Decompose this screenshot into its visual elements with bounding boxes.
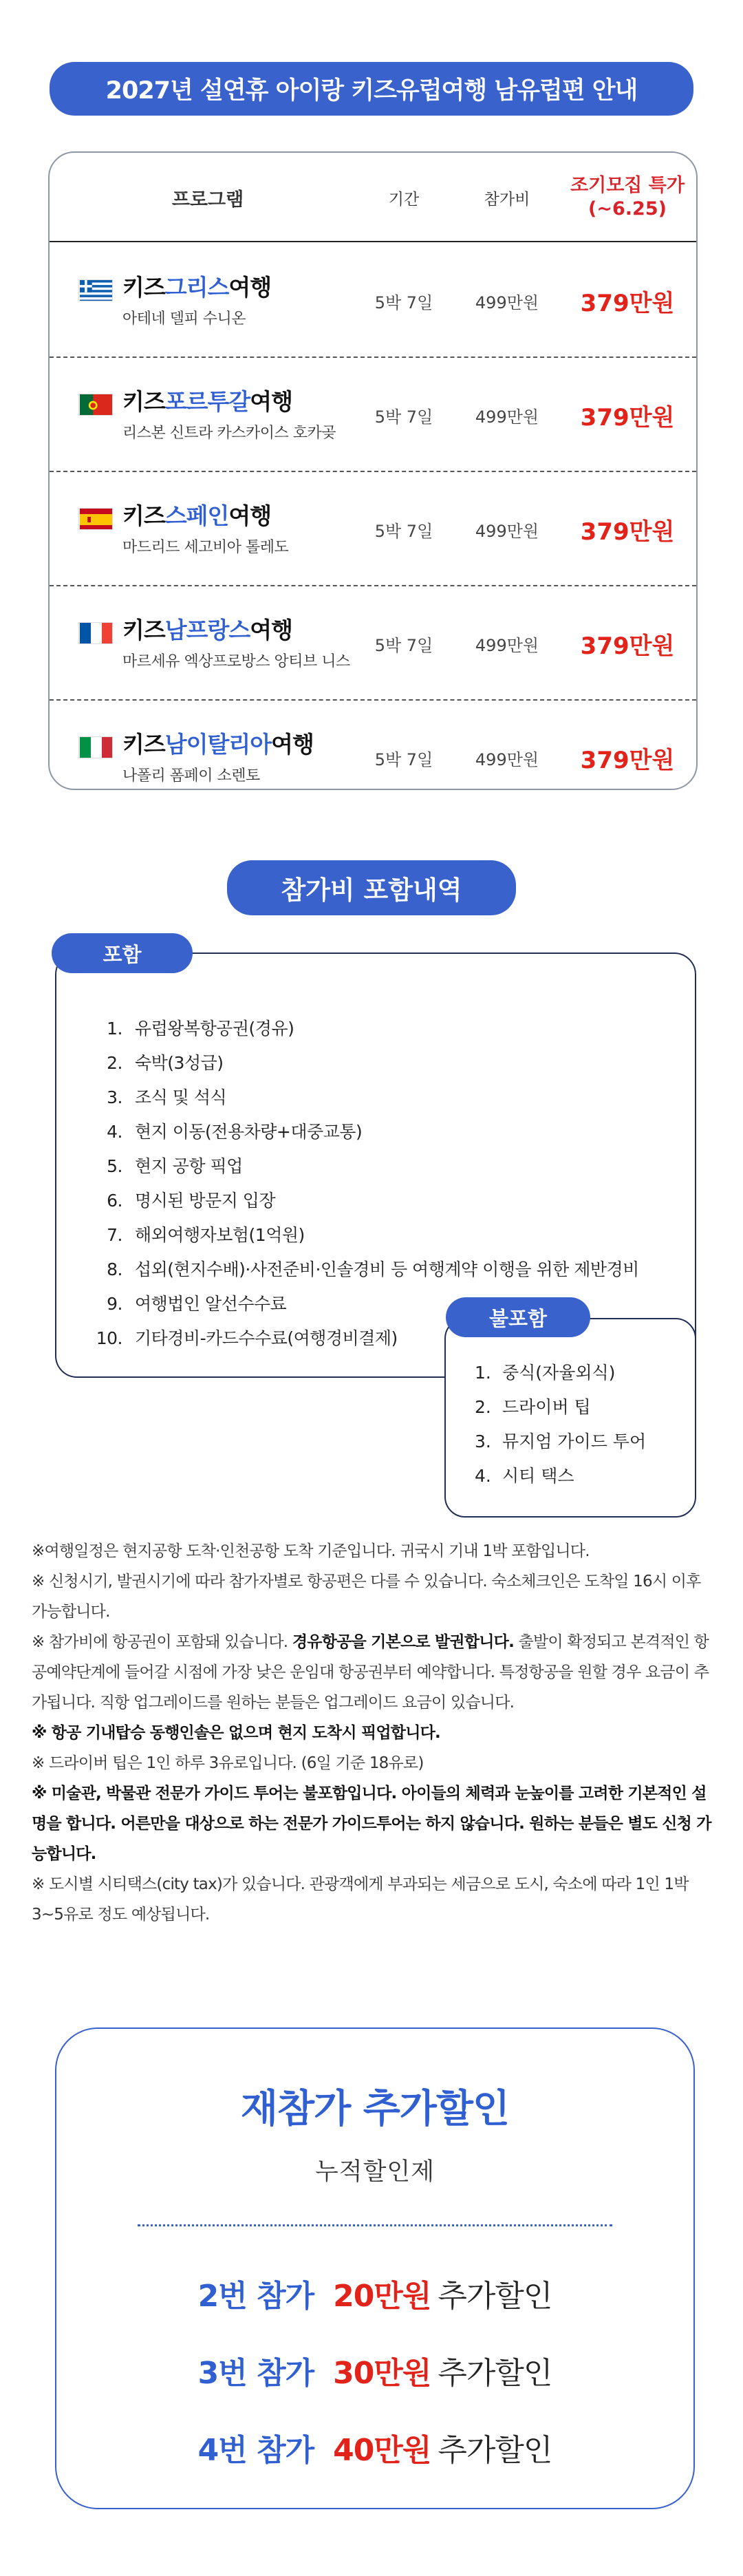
page-title: 2027년 설연휴 아이랑 키즈유럽여행 남유럽편 안내 [50, 62, 693, 116]
program-special-price: 379만원 [580, 518, 675, 546]
discount-subtitle: 누적할인제 [314, 2158, 435, 2186]
include-tag: 포함 [52, 933, 193, 973]
program-price: 499만원 [475, 635, 539, 655]
list-item: 8. 섭외(현지수배)·사전준비·인솔경비 등 여행계약 이행을 위한 제반경비 [107, 1259, 639, 1279]
discount-row: 4번 참가 40만원 추가할인 [197, 2433, 552, 2468]
exclude-tag: 불포함 [446, 1297, 590, 1337]
header-special-date: (~6.25) [588, 198, 667, 220]
list-item: 2. 드라이버 팁 [475, 1397, 591, 1417]
table-header [50, 153, 696, 242]
note-item: ※ 도시별 시티택스(city tax)가 있습니다. 관광객에게 부과되는 세금으로 도시, 숙소에 따라 1인 1박 3~5유로 정도 예상됩니다. [32, 1875, 689, 1924]
table-row [50, 472, 696, 586]
program-price: 499만원 [475, 407, 539, 427]
portugal-flag-icon [78, 394, 113, 416]
discount-row: 3번 참가 30만원 추가할인 [197, 2356, 552, 2391]
list-item: 4. 시티 택스 [475, 1466, 574, 1486]
discount-title: 재참가 추가할인 [240, 2087, 510, 2131]
list-item: 3. 조식 및 석식 [107, 1087, 227, 1107]
header-price: 참가비 [484, 190, 530, 209]
list-item: 10. 기타경비-카드수수료(여행경비결제) [96, 1328, 398, 1348]
spain-flag-icon [78, 508, 113, 530]
program-price: 499만원 [475, 521, 539, 541]
price-table [48, 151, 698, 790]
note-item: ※ 미술관, 박물관 전문가 가이드 투어는 불포함입니다. 아이들의 체력과 눈높이를 고려한 기본적인 설명을 합니다. 어른만을 대상으로 하는 전문가 가이드투어는 하지 않습니다. 원하는 분들은 별도 신청 가능합니다. [32, 1785, 711, 1863]
exclude-list [475, 1356, 646, 1493]
program-name: 키즈포르투갈여행 [122, 388, 293, 415]
program-special-price: 379만원 [580, 289, 675, 317]
program-price: 499만원 [475, 292, 539, 312]
inclusions-title: 참가비 포함내역 [227, 860, 516, 915]
program-name: 키즈스페인여행 [122, 502, 272, 529]
program-special-price: 379만원 [580, 403, 675, 432]
program-cities: 마르세유 엑상프로방스 앙티브 니스 [122, 653, 350, 670]
table-row [50, 586, 696, 701]
table-row [50, 244, 696, 358]
header-special [566, 153, 689, 242]
list-item: 2. 숙박(3성급) [107, 1053, 224, 1073]
note-item: ※ 신청시기, 발권시기에 따라 참가자별로 항공편은 다를 수 있습니다. 숙소체크인은 도착일 16시 이후 가능합니다. [32, 1573, 701, 1621]
list-item: 4. 현지 이동(전용차량+대중교통) [107, 1122, 363, 1142]
table-row [50, 358, 696, 472]
program-period: 5박 7일 [374, 749, 433, 769]
program-period: 5박 7일 [374, 407, 433, 427]
note-item: ※ 참가비에 항공권이 포함돼 있습니다. 경유항공을 기본으로 발권합니다. 출발이 확정되고 본격적인 항공예약단계에 들어갈 시점에 가장 낮은 운임대 항공권부터 예약합니다. 특정항공을 원할 경우 요금이 추가됩니다. 직항 업그레이드를 원하는 분들은 업그레이드 요금이 있습니다. [32, 1633, 709, 1712]
program-period: 5박 7일 [374, 292, 433, 312]
greece-flag-icon [78, 279, 113, 301]
note-item: ※여행일정은 현지공항 도착·인천공항 도착 기준입니다. 귀국시 기내 1박 포함입니다. [32, 1542, 590, 1560]
list-item: 5. 현지 공항 픽업 [107, 1156, 243, 1176]
notes [32, 1536, 713, 1930]
program-special-price: 379만원 [580, 746, 675, 774]
note-item: ※ 드라이버 팁은 1인 하루 3유로입니다. (6일 기준 18유로) [32, 1754, 424, 1772]
divider [138, 2224, 612, 2226]
list-item: 1. 유럽왕복항공권(경유) [107, 1019, 294, 1039]
list-item: 1. 중식(자율외식) [475, 1363, 616, 1383]
france-flag-icon [78, 622, 113, 644]
italy-flag-icon [78, 736, 113, 758]
program-name: 키즈남이탈리아여행 [122, 731, 314, 758]
note-item: ※ 항공 기내탑승 동행인솔은 없으며 현지 도착시 픽업합니다. [32, 1724, 440, 1742]
program-cities: 아테네 델피 수니온 [122, 310, 246, 328]
program-name: 키즈그리스여행 [122, 274, 272, 301]
header-special-label: 조기모집 특가 [570, 175, 685, 196]
program-period: 5박 7일 [374, 521, 433, 541]
table-row [50, 701, 696, 815]
program-cities: 리스본 신트라 카스카이스 호카곶 [122, 425, 336, 442]
list-item: 7. 해외여행자보험(1억원) [107, 1225, 305, 1245]
header-program: 프로그램 [171, 189, 244, 211]
program-cities: 마드리드 세고비아 톨레도 [122, 539, 289, 556]
program-special-price: 379만원 [580, 632, 675, 660]
program-name: 키즈남프랑스여행 [122, 617, 293, 643]
list-item: 3. 뮤지엄 가이드 투어 [475, 1431, 647, 1451]
list-item: 6. 명시된 방문지 입장 [107, 1191, 276, 1211]
program-period: 5박 7일 [374, 635, 433, 655]
program-cities: 나폴리 폼페이 소렌토 [122, 767, 260, 785]
discount-row: 2번 참가 20만원 추가할인 [197, 2279, 552, 2314]
list-item: 9. 여행법인 알선수수료 [107, 1294, 287, 1314]
header-period: 기간 [388, 190, 420, 209]
program-price: 499만원 [475, 749, 539, 769]
